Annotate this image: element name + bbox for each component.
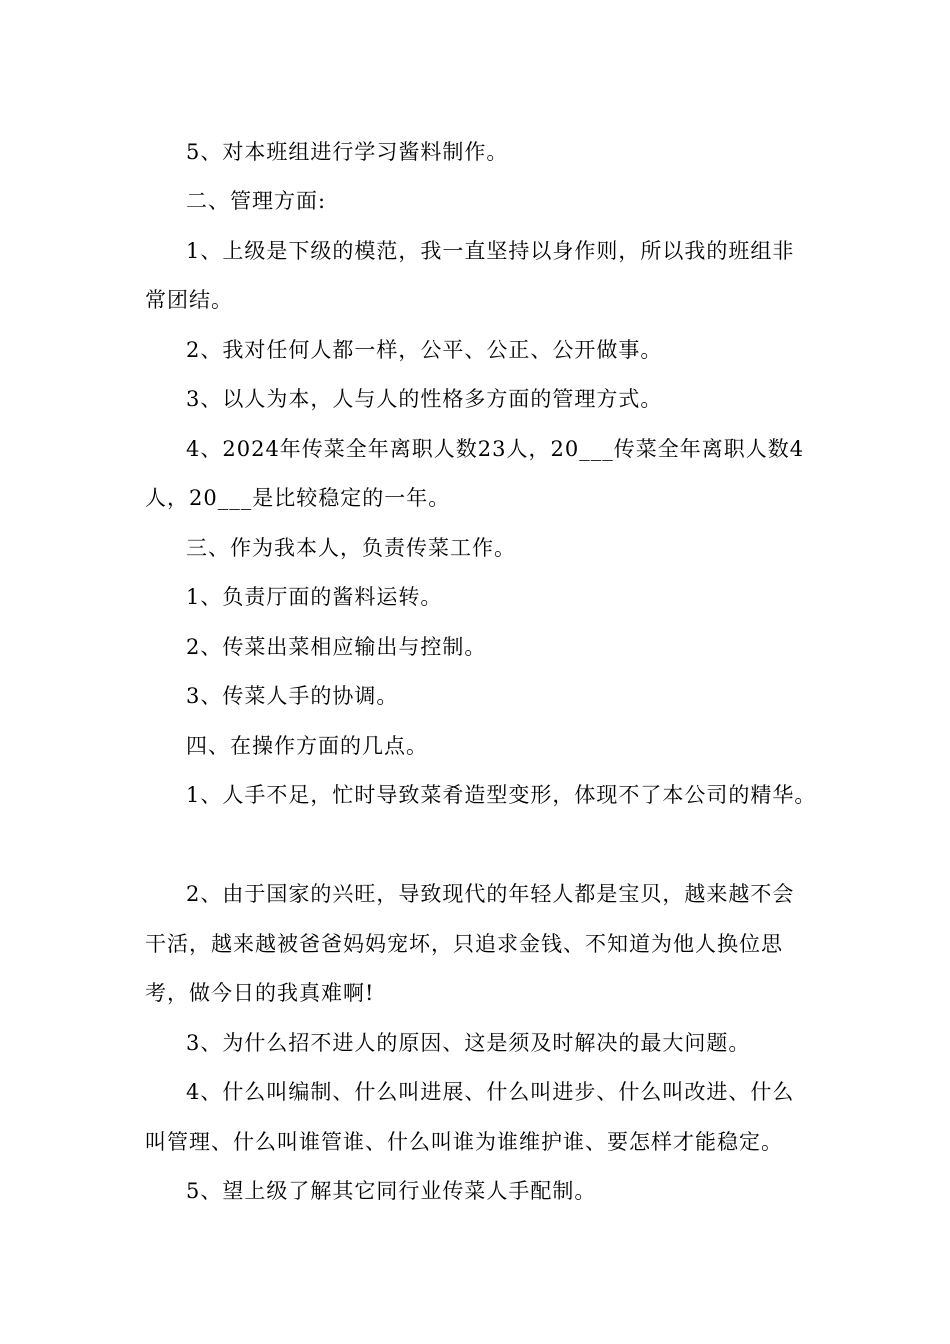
paragraph-line: 1、人手不足，忙时导致菜肴造型变形，体现不了本公司的精华。 <box>186 783 817 807</box>
paragraph-line: 1、负责厅面的酱料运转。 <box>186 585 443 609</box>
paragraph-line: 叫管理、什么叫谁管谁、什么叫谁为谁维护谁、要怎样才能稳定。 <box>145 1130 783 1154</box>
paragraph-line: 3、以人为本，人与人的性格多方面的管理方式。 <box>186 387 663 411</box>
paragraph-line: 5、望上级了解其它同行业传菜人手配制。 <box>186 1179 597 1203</box>
paragraph-line: 3、为什么招不进人的原因、这是须及时解决的最大问题。 <box>186 1031 751 1055</box>
paragraph-line: 人，20___是比较稳定的一年。 <box>145 486 451 510</box>
paragraph-line: 5、对本班组进行学习酱料制作。 <box>186 140 509 164</box>
paragraph-line: 4、2024年传菜全年离职人数23人，20___传菜全年离职人数4 <box>186 437 805 461</box>
paragraph-line: 2、我对任何人都一样，公平、公正、公开做事。 <box>186 338 663 362</box>
section-heading: 三、作为我本人，负责传菜工作。 <box>186 536 516 560</box>
paragraph-line: 干活，越来越被爸爸妈妈宠坏，只追求金钱、不知道为他人换位思 <box>145 932 783 956</box>
paragraph-line: 2、由于国家的兴旺，导致现代的年轻人都是宝贝，越来越不会 <box>186 882 795 906</box>
paragraph-line: 考，做今日的我真难啊! <box>145 981 375 1005</box>
section-heading: 四、在操作方面的几点。 <box>186 734 428 758</box>
paragraph-line: 3、传菜人手的协调。 <box>186 684 399 708</box>
paragraph-line: 1、上级是下级的模范，我一直坚持以身作则，所以我的班组非 <box>186 239 795 263</box>
paragraph-line: 4、什么叫编制、什么叫进展、什么叫进步、什么叫改进、什么 <box>186 1080 795 1104</box>
paragraph-line: 2、传菜出菜相应输出与控制。 <box>186 635 487 659</box>
paragraph-line: 常团结。 <box>145 288 233 312</box>
section-heading: 二、管理方面: <box>186 189 327 213</box>
